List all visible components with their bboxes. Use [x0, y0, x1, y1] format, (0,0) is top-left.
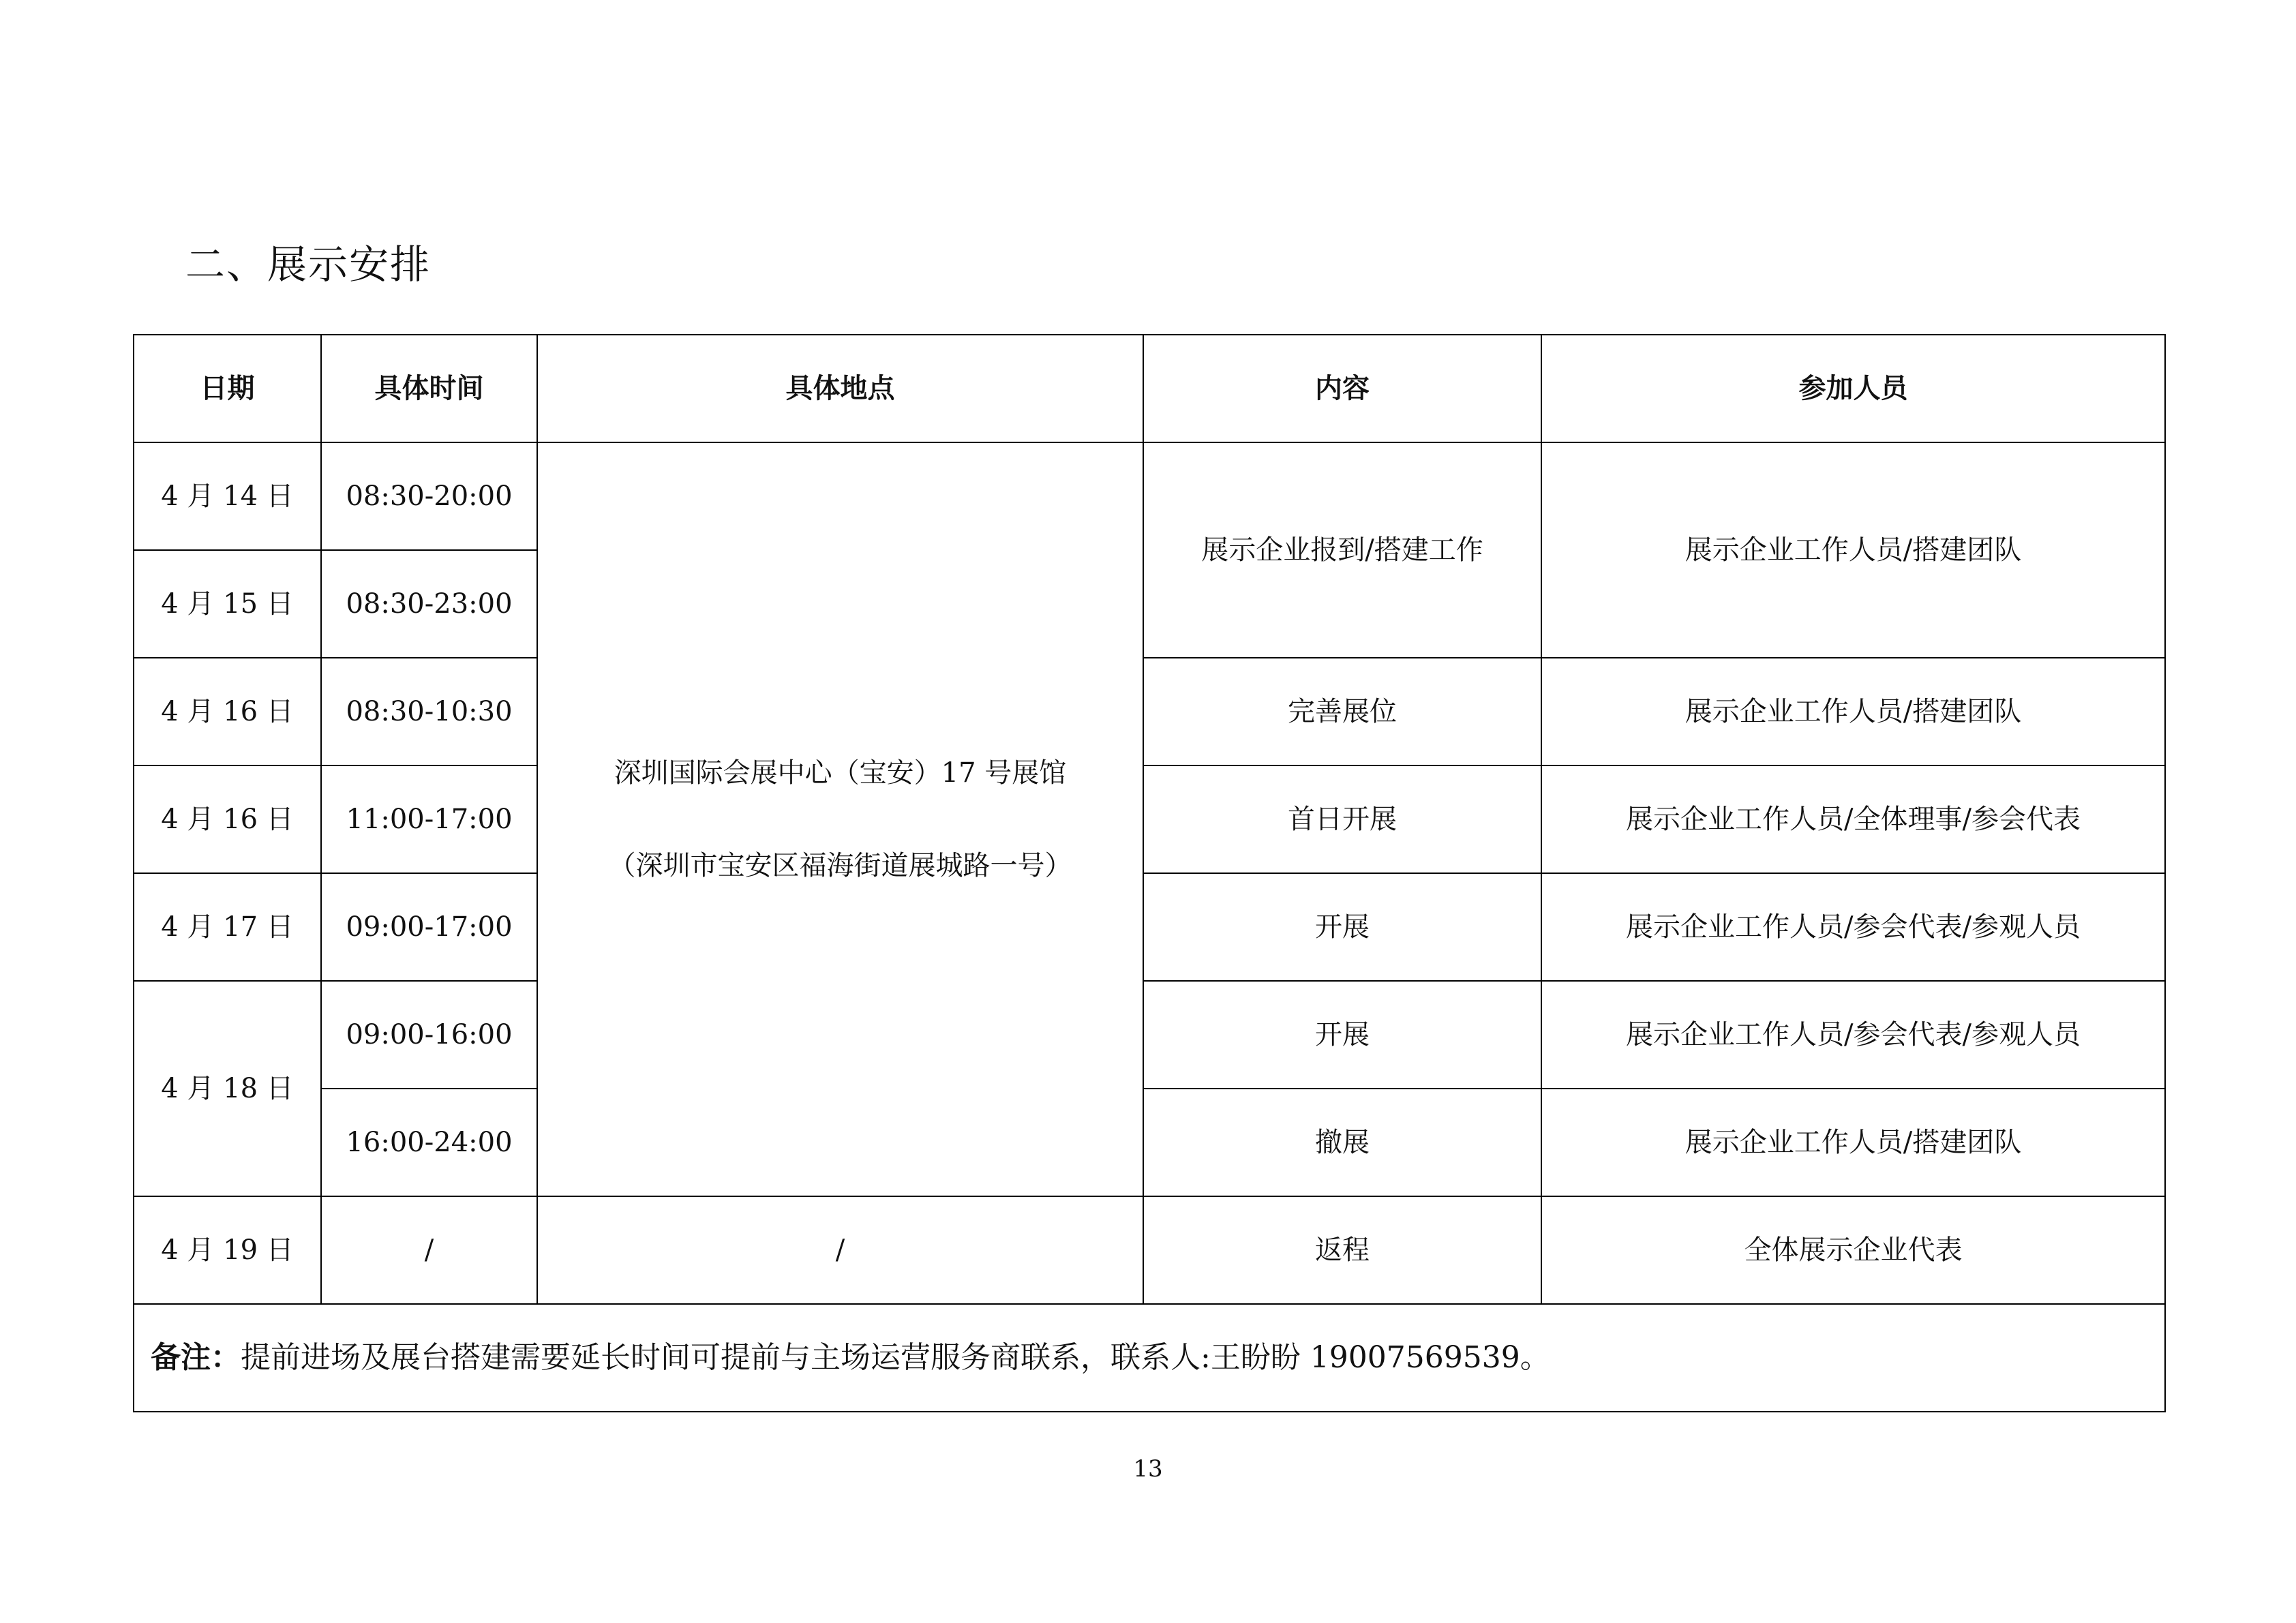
participants-cell: 展示企业工作人员/全体理事/参会代表 — [1541, 765, 2165, 873]
venue-cell — [537, 442, 1143, 1196]
date-cell: 4 月 18 日 — [134, 981, 321, 1196]
header-time: 具体时间 — [321, 335, 537, 442]
date-cell: 4 月 17 日 — [134, 873, 321, 981]
participants-cell: 展示企业工作人员/搭建团队 — [1541, 658, 2165, 765]
venue-name: 深圳国际会展中心（宝安）17 号展馆 — [614, 757, 1067, 789]
table-header-row — [134, 335, 2165, 442]
content-cell: 展示企业报到/搭建工作 — [1143, 442, 1541, 658]
page-number: 13 — [1133, 1455, 1163, 1483]
date-cell: 4 月 16 日 — [134, 658, 321, 765]
table-row — [134, 1196, 2165, 1304]
table-row — [134, 442, 2165, 550]
time-cell: 09:00-17:00 — [321, 873, 537, 981]
header-content: 内容 — [1143, 335, 1541, 442]
date-cell: 4 月 14 日 — [134, 442, 321, 550]
participants-cell: 展示企业工作人员/搭建团队 — [1541, 1089, 2165, 1196]
participants-cell: 展示企业工作人员/搭建团队 — [1541, 442, 2165, 658]
note-text: 提前进场及展台搭建需要延长时间可提前与主场运营服务商联系，联系人:王盼盼 19007569539。 — [241, 1339, 1550, 1375]
section-title: 二、展示安排 — [185, 241, 432, 288]
content-cell: 开展 — [1143, 981, 1541, 1089]
location-cell: / — [537, 1196, 1143, 1304]
note-label: 备注： — [151, 1339, 241, 1375]
table-row — [134, 658, 2165, 765]
time-cell: 11:00-17:00 — [321, 765, 537, 873]
header-date: 日期 — [134, 335, 321, 442]
table-row — [134, 1089, 2165, 1196]
note-row — [134, 1304, 2165, 1412]
date-cell: 4 月 15 日 — [134, 550, 321, 658]
table-row — [134, 981, 2165, 1089]
content-cell: 开展 — [1143, 873, 1541, 981]
date-cell: 4 月 19 日 — [134, 1196, 321, 1304]
time-cell: 16:00-24:00 — [321, 1089, 537, 1196]
content-cell: 撤展 — [1143, 1089, 1541, 1196]
table-row — [134, 765, 2165, 873]
content-cell: 返程 — [1143, 1196, 1541, 1304]
content-cell: 完善展位 — [1143, 658, 1541, 765]
participants-cell: 全体展示企业代表 — [1541, 1196, 2165, 1304]
content-cell: 首日开展 — [1143, 765, 1541, 873]
participants-cell: 展示企业工作人员/参会代表/参观人员 — [1541, 981, 2165, 1089]
time-cell: 08:30-20:00 — [321, 442, 537, 550]
time-cell: 09:00-16:00 — [321, 981, 537, 1089]
note-cell — [134, 1304, 2165, 1412]
schedule-table — [133, 334, 2166, 1412]
time-cell: 08:30-23:00 — [321, 550, 537, 658]
time-cell: / — [321, 1196, 537, 1304]
table-row — [134, 873, 2165, 981]
header-participants: 参加人员 — [1541, 335, 2165, 442]
header-location: 具体地点 — [537, 335, 1143, 442]
venue-address: （深圳市宝安区福海街道展城路一号） — [608, 850, 1072, 881]
time-cell: 08:30-10:30 — [321, 658, 537, 765]
participants-cell: 展示企业工作人员/参会代表/参观人员 — [1541, 873, 2165, 981]
date-cell: 4 月 16 日 — [134, 765, 321, 873]
